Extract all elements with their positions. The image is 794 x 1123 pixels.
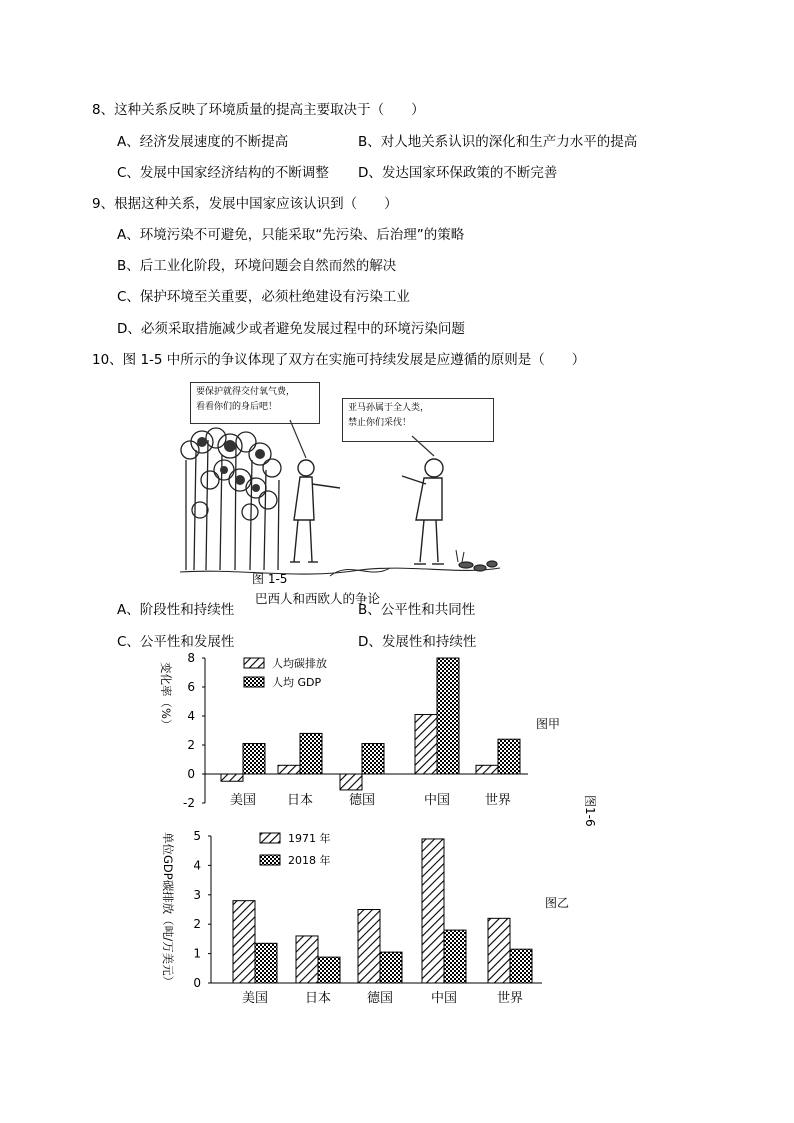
q10-option-b: B、公平性和共同性 xyxy=(358,602,476,618)
x-tick-label: 德国 xyxy=(348,793,376,808)
y-tick-label: 2 xyxy=(187,738,195,752)
bubble-left-line-2: 看看你们的身后吧！ xyxy=(196,402,278,412)
legend-swatch xyxy=(244,658,264,668)
x-tick-label: 中国 xyxy=(430,991,458,1006)
q8-option-d: D、发达国家环保政策的不断完善 xyxy=(358,165,558,181)
chart-name-label: 图甲 xyxy=(536,717,561,731)
legend-label: 人均 GDP xyxy=(272,676,322,689)
figure-1-5-caption: 巴西人和西欧人的争论 xyxy=(255,591,381,606)
chart-name-label: 图乙 xyxy=(545,896,570,910)
y-tick-label: 6 xyxy=(187,680,195,694)
chart-jia xyxy=(159,651,560,810)
y-tick-label: 4 xyxy=(187,709,195,723)
bar-series1 xyxy=(358,910,380,984)
x-tick-label: 世界 xyxy=(484,793,512,808)
chart-yi xyxy=(161,829,569,1006)
bar-series1 xyxy=(476,765,498,774)
bar-series1 xyxy=(488,918,510,983)
bar-series2 xyxy=(318,957,340,983)
q9-option-b: B、后工业化阶段，环境问题会自然而然的解决 xyxy=(117,258,397,274)
y-tick-label: 1 xyxy=(193,946,201,961)
bar-series2 xyxy=(510,949,532,983)
x-tick-label: 美国 xyxy=(229,793,257,808)
y-axis-label: 变化率（%） xyxy=(159,662,173,731)
q8-option-c: C、发展中国家经济结构的不断调整 xyxy=(117,165,329,181)
bar-series2 xyxy=(243,744,265,774)
bar-series1 xyxy=(278,765,300,774)
bar-series1 xyxy=(296,936,318,983)
bar-series2 xyxy=(255,943,277,983)
legend-swatch xyxy=(244,677,264,687)
y-tick-label: 0 xyxy=(193,976,201,990)
q9-option-d: D、必须采取措施减少或者避免发展过程中的环境污染问题 xyxy=(117,321,465,337)
figure-1-5-number: 图 1-5 xyxy=(252,572,288,586)
x-tick-label: 德国 xyxy=(366,991,394,1006)
bar-series2 xyxy=(444,930,466,983)
q8-option-a: A、经济发展速度的不断提高 xyxy=(117,134,289,150)
bar-series2 xyxy=(437,658,459,774)
bar-series2 xyxy=(498,739,520,774)
legend-label: 人均碳排放 xyxy=(272,657,327,670)
q9-option-a: A、环境污染不可避免，只能采取“先污染、后治理”的策略 xyxy=(117,227,465,243)
bar-series2 xyxy=(300,733,322,774)
q10-stem: 10、图 1-5 中所示的争议体现了双方在实施可持续发展是应遵循的原则是（ ） xyxy=(92,352,586,368)
bar-series1 xyxy=(233,901,255,983)
x-tick-label: 日本 xyxy=(304,991,332,1006)
bar-series1 xyxy=(340,774,362,790)
legend-swatch xyxy=(260,855,280,865)
q8-option-b: B、对人地关系认识的深化和生产力水平的提高 xyxy=(358,134,638,150)
y-axis-label: 单位GDP碳排放（吨/万美元） xyxy=(161,832,175,988)
x-tick-label: 日本 xyxy=(286,793,314,808)
q9-option-c: C、保护环境至关重要，必须杜绝建设有污染工业 xyxy=(117,289,410,305)
legend-label: 1971 年 xyxy=(288,832,331,845)
bar-series2 xyxy=(380,952,402,983)
q10-option-c: C、公平性和发展性 xyxy=(117,634,235,650)
y-tick-label: 5 xyxy=(193,829,201,843)
bubble-right-line-2: 禁止你们采伐！ xyxy=(348,418,412,428)
legend-label: 2018 年 xyxy=(288,854,331,867)
x-tick-label: 美国 xyxy=(241,991,269,1006)
figure-1-6-side-label: 图1-6 xyxy=(583,795,597,827)
y-tick-label: -2 xyxy=(183,796,195,810)
x-tick-label: 世界 xyxy=(496,991,524,1006)
bar-series1 xyxy=(415,715,437,774)
q10-option-a: A、阶段性和持续性 xyxy=(117,602,235,618)
q10-option-d: D、发展性和持续性 xyxy=(358,634,477,650)
bar-series2 xyxy=(362,744,384,774)
y-tick-label: 4 xyxy=(193,858,201,873)
bar-series1 xyxy=(221,774,243,781)
y-tick-label: 8 xyxy=(187,651,195,665)
y-tick-label: 0 xyxy=(187,767,195,781)
x-tick-label: 中国 xyxy=(423,793,451,808)
y-tick-label: 2 xyxy=(193,917,201,932)
bubble-left-line-1: 要保护就得交付氧气费， xyxy=(196,387,296,397)
y-tick-label: 3 xyxy=(193,887,201,902)
q9-stem: 9、根据这种关系，发展中国家应该认识到（ ） xyxy=(92,196,398,212)
legend-swatch xyxy=(260,833,280,843)
q8-stem: 8、这种关系反映了环境质量的提高主要取决于（ ） xyxy=(92,102,425,118)
bar-series1 xyxy=(422,839,444,983)
bubble-right-line-1: 亚马孙属于全人类， xyxy=(348,403,430,413)
